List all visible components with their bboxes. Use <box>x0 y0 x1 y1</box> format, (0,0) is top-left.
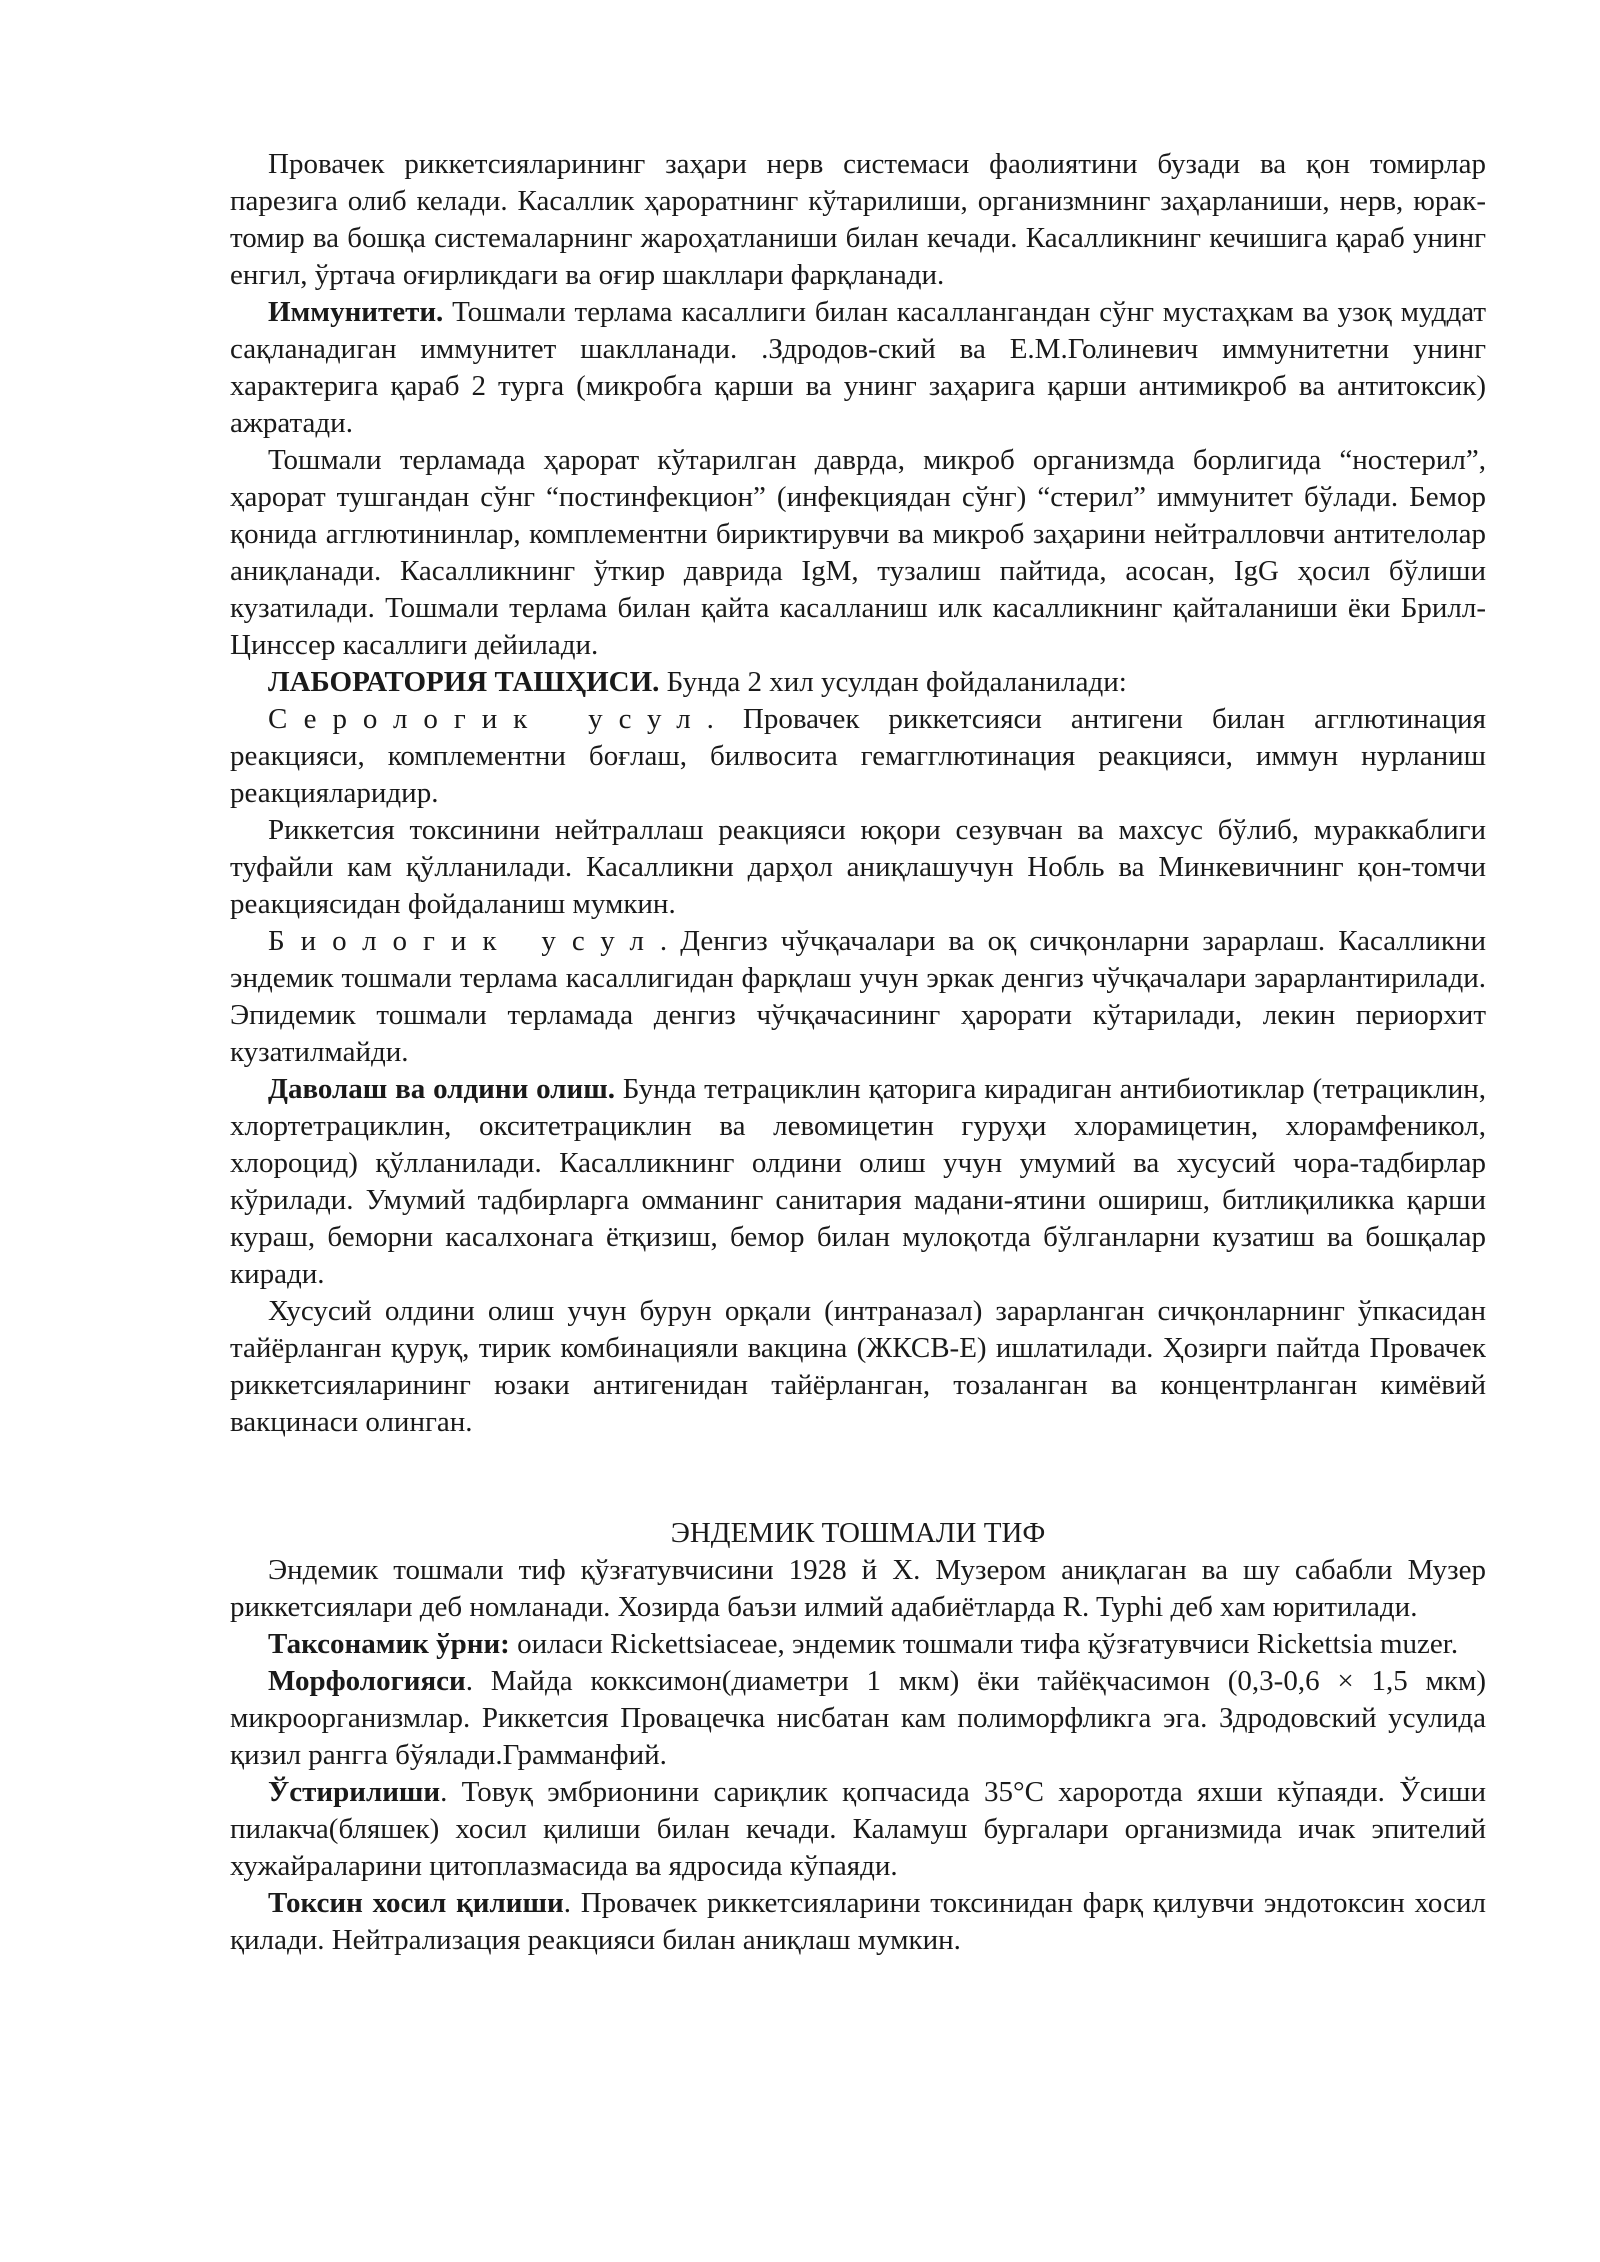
paragraph-toxin-production <box>230 1885 1486 1959</box>
paragraph-text: Бунда тетрациклин қаторига кирадиган антибиотиклар (тетрациклин, хлортетрациклин, окситетрациклин ва левомицетин гуруҳи хлорамицетин, хлорамфеникол, хлороцид) қўлланилади. Касалликнинг олдини олиш учун умумий ва хусусий чора-тадбирлар кўрилади. Умумий тадбирларга омманинг санитария мадани-ятини ошириш, битлиқиликка қарши кураш, беморни касалхонага ётқизиш, бемор билан мулоқотда бўлганларни кузатиш ва бошқалар киради. <box>230 1073 1486 1290</box>
paragraph-morphology <box>230 1663 1486 1774</box>
paragraph-text: . Провачек риккетсияларини токсинидан фарқ қилувчи эндотоксин хосил қилади. Нейтрализация реакцияси билан аниқлаш мумкин. <box>230 1887 1487 1956</box>
paragraph-text: Тошмали терламада ҳарорат кўтарилган даврда, микроб организмда борлигида “ностерил”, ҳарорат тушгандан сўнг “постинфекцион” (инфекциядан сўнг) “стерил” иммунитет бўлади. Бемор қонида агглютининлар, комплементни бириктирувчи ва микроб заҳарини нейтралловчи антителолар аниқланади. Касалликнинг ўткир даврида IgM, тузалиш пайтида, асосан, IgG ҳосил бўлиши кузатилади. Тошмали терлама билан қайта касалланиш илк касалликнинг қайталаниши ёки Брилл-Цинссер касаллиги дейилади. <box>230 444 1486 661</box>
paragraph-toxin-neutralization <box>230 812 1486 923</box>
paragraph-text: Эндемик тошмали тиф қўзғатувчисини 1928 й Х. Музером аниқлаган ва шу сабабли Музер риккетсиялари деб номланади. Хозирда баъзи илмий адабиётларда R. Typhi деб хам юритилади. <box>230 1554 1486 1623</box>
paragraph-text: Провачек риккетсияларининг заҳари нерв системаси фаолиятини бузади ва қон томирлар парезига олиб келади. Касаллик ҳароратнинг кўтарилиши, организмнинг заҳарланиши, нерв, юрак-томир ва бошқа системаларнинг жароҳатланиши билан кечади. Касалликнинг кечишига қараб унинг енгил, ўртача оғирликдаги ва оғир шакллари фарқланади. <box>230 148 1486 291</box>
paragraph-fever-immunity <box>230 442 1486 664</box>
paragraph-text: Бунда 2 хил усулдан фойдаланилади: <box>659 666 1127 698</box>
paragraph-endemic-intro <box>230 1552 1486 1626</box>
paragraph-taxonomy <box>230 1626 1486 1663</box>
paragraph-serologic-method <box>230 701 1486 812</box>
term-biologic-method: Биологик усул <box>268 925 660 957</box>
term-taxonomy: Таксонамик ўрни: <box>268 1628 510 1660</box>
paragraph-cultivation <box>230 1774 1486 1885</box>
document-page <box>230 146 1486 1959</box>
term-morphology: Морфологияси <box>268 1665 466 1697</box>
term-immunity: Иммунитети. <box>268 296 444 328</box>
paragraph-text: оиласи Rickettsiaceae, эндемик тошмали тифа қўзғатувчиси Rickettsia muzer. <box>509 1628 1459 1660</box>
paragraph-text: . Денгиз чўчқачалари ва оқ сичқонларни зарарлаш. Касалликни эндемик тошмали терлама касаллигидан фарқлаш учун эркак денгиз чўчқачалари зарарлантирилади. Эпидемик тошмали терламада денгиз чўчқачасининг ҳарорати кўтарилади, лекин периорхит кузатилмайди. <box>230 925 1486 1068</box>
paragraph-text: . Товуқ эмбрионини сариқлик қопчасида 35°С хароротда яхши кўпаяди. Ўсиши пилакча(бляшек) хосил қилиши билан кечади. Каламуш бургалари организмида ичак эпителий хужайраларини цитоплазмасида ва ядросида кўпаяди. <box>230 1776 1486 1882</box>
term-lab-diagnosis: ЛАБОРАТОРИЯ ТАШҲИСИ. <box>268 666 660 698</box>
paragraph-text: Хусусий олдини олиш учун бурун орқали (интраназал) зарарланган сичқонларнинг ўпкасидан тайёрланган қуруқ, тирик комбинацияли вакцина (ЖКСВ-Е) ишлатилади. Ҳозирги пайтда Провачек риккетсияларининг юзаки антигенидан тайёрланган, тозаланган ва концентрланган кимёвий вакцинаси олинган. <box>230 1295 1486 1438</box>
paragraph-text: Тошмали терлама касаллиги билан касаллангандан сўнг мустаҳкам ва узоқ муддат сақланадиган иммунитет шаклланади. .Здродов-ский ва Е.М.Голиневич иммунитетни унинг характерига қараб 2 турга (микробга қарши ва унинг заҳарига қарши антимикроб ва антитоксик) ажратади. <box>230 296 1486 439</box>
paragraph-text: . Провачек риккетсияси антигени билан агглютинация реакцияси, комплементни боғлаш, билвосита гемагглютинация реакцияси, иммун нурланиш реакцияларидир. <box>230 703 1486 809</box>
term-cultivation: Ўстирилиши <box>268 1776 441 1808</box>
term-treatment: Даволаш ва олдини олиш. <box>268 1073 615 1105</box>
paragraph-lab-diagnosis <box>230 664 1486 701</box>
paragraph-treatment <box>230 1071 1486 1293</box>
paragraph-biologic-method <box>230 923 1486 1071</box>
section-title: ЭНДЕМИК ТОШМАЛИ ТИФ <box>670 1517 1046 1549</box>
paragraph-immunity <box>230 294 1486 442</box>
section-gap <box>230 1441 1486 1515</box>
paragraph-text: . Майда кокксимон(диаметри 1 мкм) ёки тайёқчасимон (0,3-0,6 × 1,5 мкм) микроорганизмлар. Риккетсия Провацечка нисбатан кам полиморфликга эга. Здродовский усулида қизил рангга бўялади.Грамманфий. <box>230 1665 1486 1771</box>
paragraph-toxin-effect <box>230 146 1486 294</box>
paragraph-text: Риккетсия токсинини нейтраллаш реакцияси юқори сезувчан ва махсус бўлиб, мураккаблиги туфайли кам қўлланилади. Касалликни дарҳол аниқлашучун Нобль ва Минкевичнинг қон-томчи реакциясидан фойдаланиш мумкин. <box>230 814 1486 920</box>
term-serologic-method: Серологик усул <box>268 703 707 735</box>
term-toxin-production: Токсин хосил қилиши <box>268 1887 564 1919</box>
paragraph-vaccine <box>230 1293 1486 1441</box>
